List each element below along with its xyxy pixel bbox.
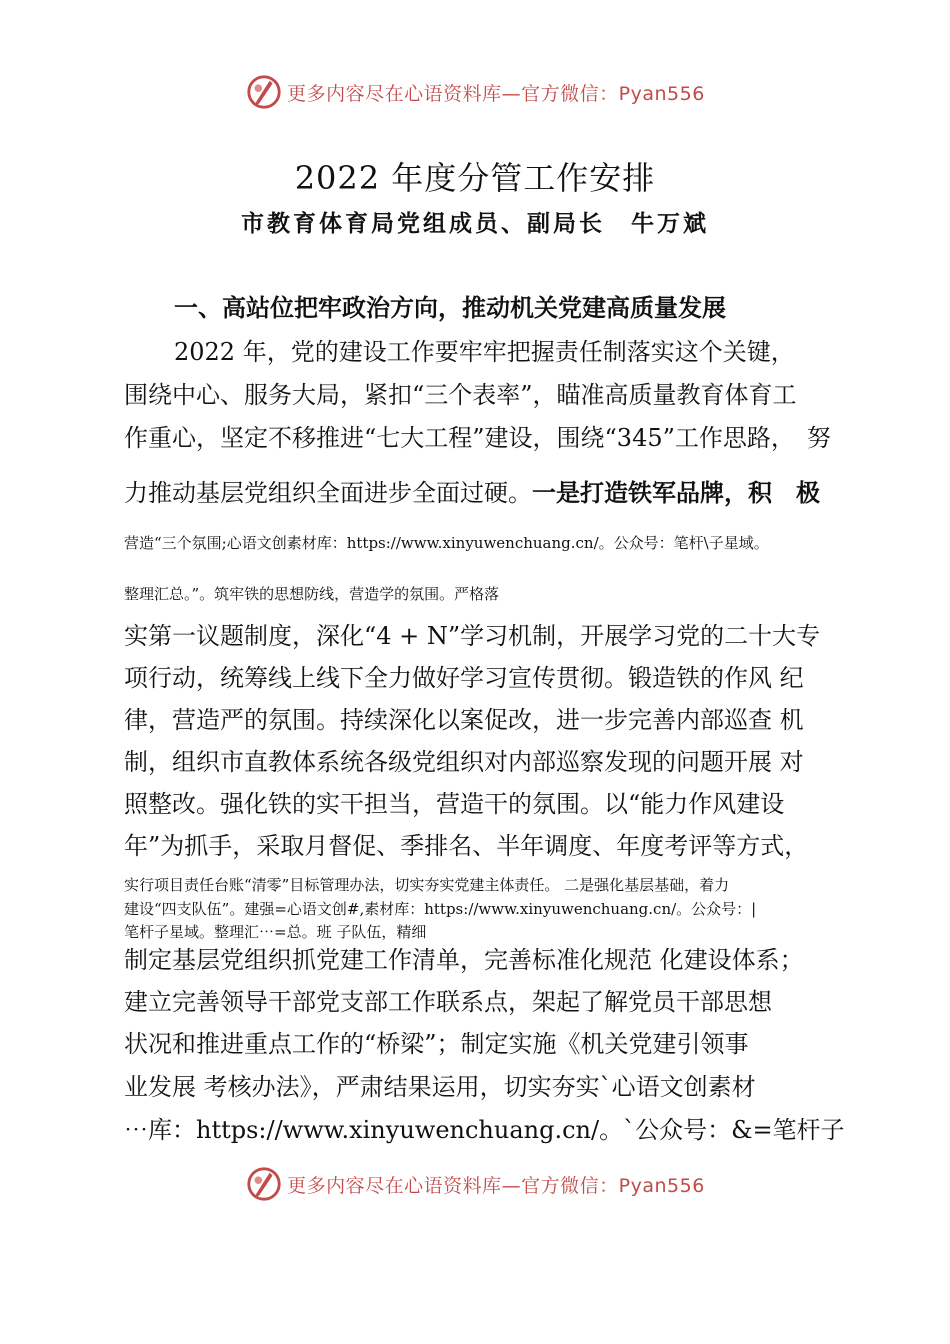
paragraph-line: 业发展 考核办法》，严肃结果运用，切实夯实`心语文创素材 xyxy=(124,1073,756,1101)
small-text-line: 实行项目责任台账“清零”目标管理办法，切实夯实党建主体责任。 二是强化基层基础，着力 xyxy=(124,876,730,894)
paragraph-line: 项行动，统筹线上线下全力做好学习宣传贯彻。锻造铁的作风 纪 xyxy=(124,664,804,692)
banner-text: 更多内容尽在心语资料库—官方微信：Pyan556 xyxy=(287,1174,705,1197)
paragraph-line: 制定基层党组织抓党建工作清单，完善标准化规范 化建设体系； xyxy=(124,946,804,974)
paragraph-line: 建立完善领导干部党支部工作联系点，架起了解党员干部思想 xyxy=(124,988,772,1016)
fountain-pen-logo-icon xyxy=(245,73,283,111)
paragraph-line: 律，营造严的氛围。持续深化以案促改，进一步完善内部巡查 机 xyxy=(124,706,804,734)
paragraph-text: 力推动基层党组织全面进步全面过硬。 xyxy=(124,479,532,507)
small-text-line: 整理汇总。”。筑牢铁的思想防线，营造学的氛围。严格落 xyxy=(124,585,500,603)
header-watermark-banner xyxy=(0,70,950,114)
banner-text: 更多内容尽在心语资料库—官方微信：Pyan556 xyxy=(287,82,705,105)
paragraph-line xyxy=(124,477,820,509)
bold-emphasis: 一是打造铁军品牌，积 极 xyxy=(532,479,820,507)
document-subtitle: 市教育体育局党组成员、副局长 牛万斌 xyxy=(241,210,709,237)
small-text-line: 建设“四支队伍”。建强=心语文创#,素材库：https://www.xinyuwenchuang.cn/。公众号：| xyxy=(124,900,757,918)
paragraph-line: 作重心，坚定不移推进“七大工程”建设，围绕“345”工作思路， 努 xyxy=(124,424,831,452)
small-text-line: 营造“三个氛围;心语文创素材库：https://www.xinyuwenchuang.cn/。公众号：笔杆\子星域。 xyxy=(124,534,769,552)
document-title: 2022 年度分管工作安排 xyxy=(294,159,656,197)
paragraph-line: 制，组织市直教体系统各级党组织对内部巡察发现的问题开展 对 xyxy=(124,748,804,776)
paragraph-line: 照整改。强化铁的实干担当，营造干的氛围。以“能力作风建设 xyxy=(124,790,785,818)
paragraph-line: 2022 年，党的建设工作要牢牢把握责任制落实这个关键， xyxy=(174,338,795,366)
fountain-pen-logo-icon xyxy=(245,1165,283,1203)
paragraph-line: 围绕中心、服务大局，紧扣“三个表率”，瞄准高质量教育体育工 xyxy=(124,381,797,409)
footer-watermark-banner xyxy=(0,1162,950,1206)
paragraph-line: 年”为抓手，采取月督促、季排名、半年调度、年度考评等方式， xyxy=(124,832,809,860)
paragraph-line: ⋯库：https://www.xinyuwenchuang.cn/。`公众号：&=笔杆子 xyxy=(124,1116,845,1144)
small-text-line: 笔杆子星域。整理汇⋯=总。班 子队伍，精细 xyxy=(124,923,427,941)
paragraph-line: 实第一议题制度，深化“4 + N”学习机制，开展学习党的二十大专 xyxy=(124,622,821,650)
paragraph-line: 状况和推进重点工作的“桥梁”；制定实施《机关党建引领事 xyxy=(124,1030,749,1058)
section-heading: 一、高站位把牢政治方向，推动机关党建高质量发展 xyxy=(174,294,726,322)
